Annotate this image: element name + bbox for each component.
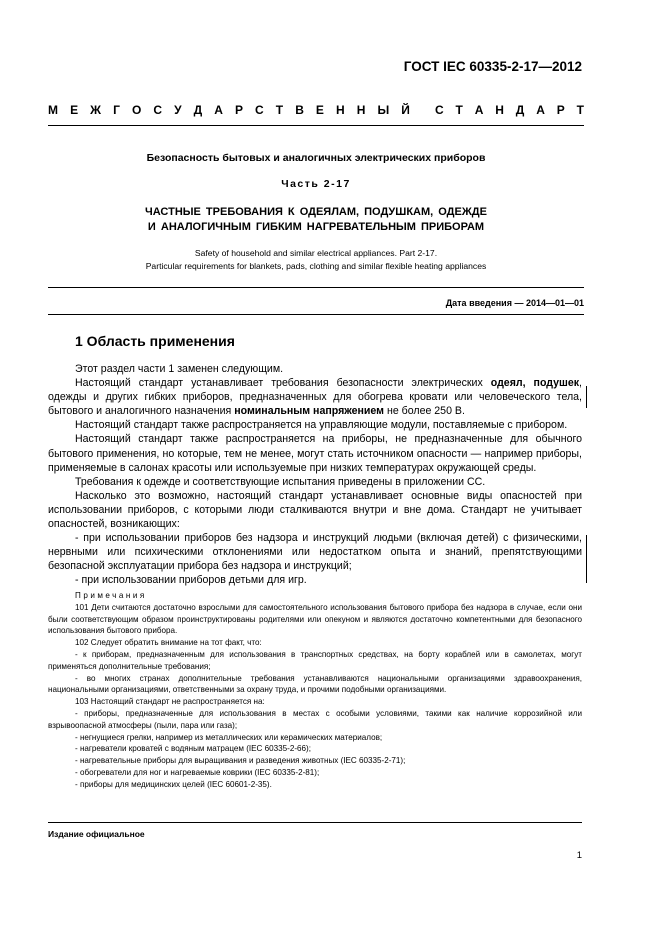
banner-letter: Т xyxy=(275,103,284,117)
english-title-line-1: Safety of household and similar electrical appliances. Part 2-17. xyxy=(194,248,438,258)
paragraph-scope xyxy=(48,376,582,418)
banner-word-standard xyxy=(435,103,584,117)
note-item: 102 Следует обратить внимание на тот факт, что: xyxy=(75,638,262,648)
banner-letter: С xyxy=(153,103,163,117)
general-title: Безопасность бытовых и аналогичных электрических приборов xyxy=(146,152,486,164)
banner-letter: Н xyxy=(495,103,504,117)
paragraph: Настоящий стандарт также распространяется на управляющие модули, поставляемые с прибором. xyxy=(75,419,568,432)
note-item: - негнущиеся грелки, например из металлических или керамических материалов; xyxy=(75,732,383,742)
banner-letter: В xyxy=(295,103,304,117)
banner-letter: А xyxy=(214,103,223,117)
banner-letter: Т xyxy=(455,103,463,117)
standard-id: ГОСТ IEC 60335-2-17—2012 xyxy=(403,59,582,74)
list-item: - при использовании приборов детьми для игр. xyxy=(75,574,307,587)
title-divider xyxy=(48,287,584,288)
page-number: 1 xyxy=(576,850,582,861)
banner-letter: Е xyxy=(70,103,79,117)
banner-word-interstate xyxy=(48,103,410,117)
banner-letter: М xyxy=(48,103,58,117)
banner-letter: С xyxy=(255,103,264,117)
notes-heading: Примечания xyxy=(75,591,147,600)
banner-letter: А xyxy=(474,103,484,117)
section-heading: 1 Область применения xyxy=(75,333,235,349)
banner-letter: Ж xyxy=(90,103,101,117)
section-body xyxy=(48,362,582,588)
note-item: - приборы для медицинских целей (IEC 60601-2-35). xyxy=(75,779,272,789)
banner-letter: Н xyxy=(336,103,345,117)
note-item: - нагреватели кроватей с водяным матрацем (IEC 60335-2-66); xyxy=(75,744,311,754)
banner-letter: Ы xyxy=(377,103,390,117)
note-item: - во многих странах дополнительные требования устанавливаются национальными организациями здравоохранения, национальными организациями, ответственными за охрану труда, и прочими подобными организациями. xyxy=(48,673,582,695)
note-item: - нагревательные приборы для выращивания и разведения животных (IEC 60335-2-71); xyxy=(75,756,406,766)
change-bar xyxy=(586,386,587,408)
edition-label: Издание официальное xyxy=(48,829,145,839)
term-bold: одеял, подушек xyxy=(490,377,580,390)
banner-letter: У xyxy=(174,103,182,117)
paragraph: Насколько это возможно, настоящий стандарт устанавливает основные виды опасностей при использовании приборов, с которыми люди сталкиваются внутри и вне дома. Стандарт не учитывает опасностей, возникающих: xyxy=(48,489,582,531)
paragraph: Настоящий стандарт также распространяется на приборы, не предназначенные для обычного бытового применения, но которые, тем не менее, могут стать источником опасности — например приборы, применяемые в салонах красоты или используемые при низких температурах окружающей среды. xyxy=(48,433,582,474)
note-item: - обогреватели для ног и нагреваемые коврики (IEC 60335-2-81); xyxy=(75,767,320,777)
banner-letter: Г xyxy=(113,103,120,117)
banner-letter: Н xyxy=(356,103,366,117)
banner-letter: Р xyxy=(234,103,243,117)
banner-letter: Д xyxy=(515,103,525,117)
note-item: - к приборам, предназначенным для использования в транспортных средствах, на борту кораблей или в самолетах, могут применяться дополнительные требования; xyxy=(48,649,582,671)
effective-date: Дата введения — 2014—01—01 xyxy=(445,298,584,308)
banner-letter: Й xyxy=(401,103,410,117)
text-run: Настоящий стандарт устанавливает требования безопасности электрических xyxy=(75,377,491,390)
interstate-standard-banner xyxy=(48,103,584,117)
note-item: 103 Настоящий стандарт не распространяется на: xyxy=(75,697,265,707)
text-run: не более 250 В. xyxy=(384,405,465,418)
note-item: 101 Дети считаются достаточно взрослыми для самостоятельного использования бытового прибора без надзора в случае, если они были соответствующим образом проинструктированы родителями или опекуном и являются достаточно компетентными для безопасного использования бытового прибора. xyxy=(48,602,582,636)
change-bar xyxy=(586,535,587,583)
english-title-line-2: Particular requirements for blankets, pads, clothing and similar flexible heating appliances xyxy=(145,261,487,271)
banner-letter: Д xyxy=(193,103,203,117)
footer-divider xyxy=(48,822,582,823)
banner-letter: А xyxy=(536,103,545,117)
banner-letter: О xyxy=(131,103,142,117)
english-title xyxy=(60,247,572,273)
text-run: , одежды и других гибких приборов, предназначенных для обогрева кровати или человеческого тела, бытового и аналогичного назначения xyxy=(48,377,582,418)
notes-block xyxy=(48,590,582,791)
note-item: - приборы, предназначенные для использования в местах с особыми условиями, такими как наличие коррозийной или взрывоопасной атмосферы (пыли, пара или газа); xyxy=(48,708,582,730)
paragraph: Этот раздел части 1 заменен следующим. xyxy=(75,363,284,375)
top-divider xyxy=(48,125,584,126)
banner-letter: Е xyxy=(315,103,324,117)
list-item: - при использовании приборов без надзора и инструкций людьми (включая детей) с физическими, нервными или психическими отклонениями или недостатком опыта и знаний, препятствующими безопасной эксплуатации прибора без надзора и инструкций; xyxy=(48,532,582,573)
main-title-line-2: И АНАЛОГИЧНЫМ ГИБКИМ НАГРЕВАТЕЛЬНЫМ ПРИБОРАМ xyxy=(147,221,485,233)
date-divider xyxy=(48,314,584,315)
banner-letter: С xyxy=(435,103,444,117)
paragraph: Требования к одежде и соответствующие испытания приведены в приложении СС. xyxy=(75,475,486,488)
banner-letter: Р xyxy=(556,103,565,117)
main-title-line-1: ЧАСТНЫЕ ТРЕБОВАНИЯ К ОДЕЯЛАМ, ПОДУШКАМ, ОДЕЖДЕ xyxy=(145,206,487,218)
term-bold: номинальным напряжением xyxy=(234,405,385,418)
main-title xyxy=(100,205,532,235)
part-number: Часть 2-17 xyxy=(281,178,351,190)
banner-letter: Т xyxy=(576,103,584,117)
